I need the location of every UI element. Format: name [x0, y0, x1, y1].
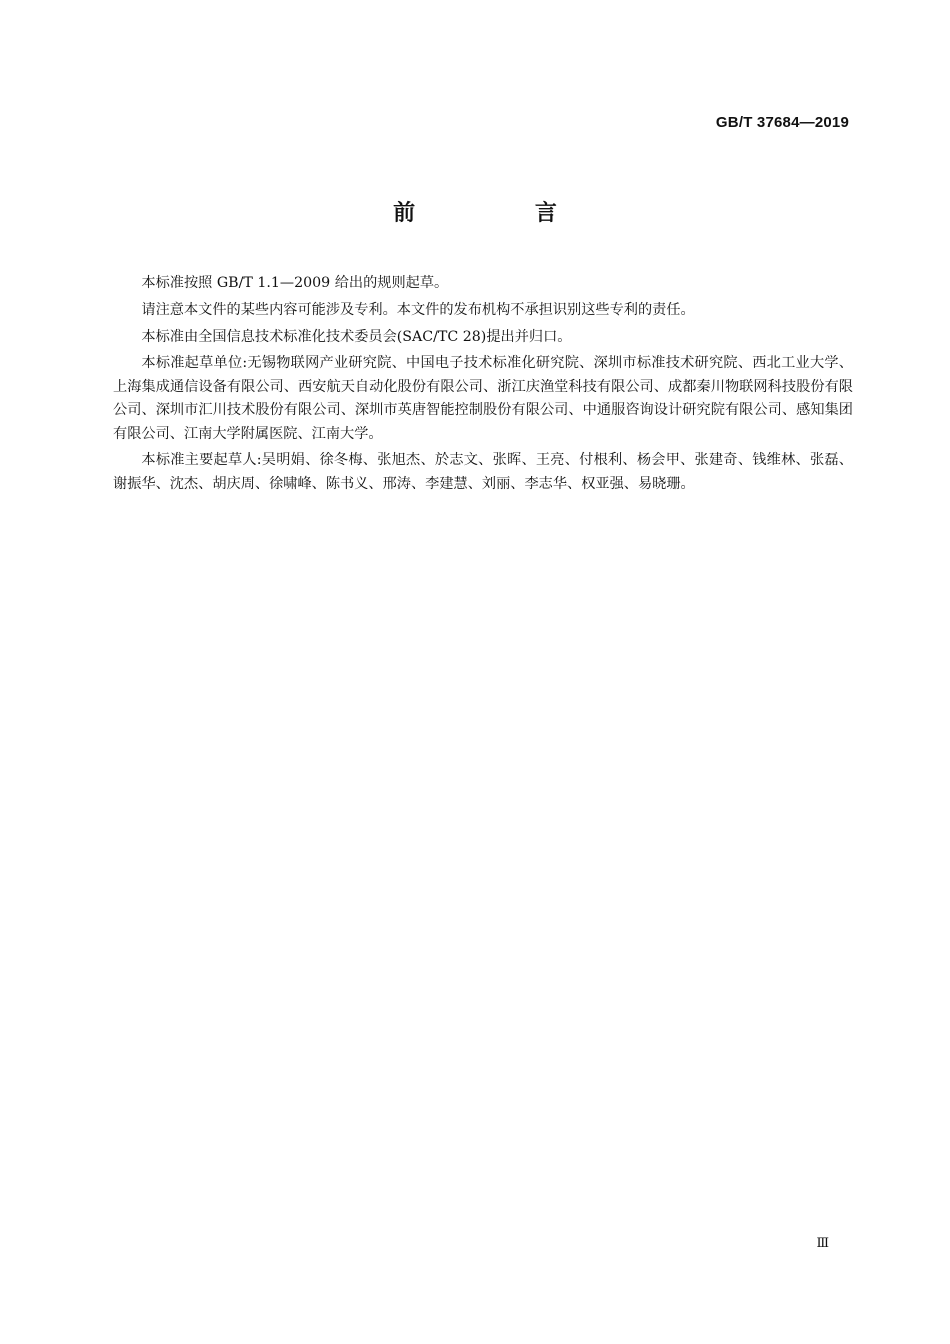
paragraph-drafters: 本标准主要起草人:吴明娟、徐冬梅、张旭杰、於志文、张晖、王亮、付根利、杨会甲、张建奇、钱维林、张磊、谢振华、沈杰、胡庆周、徐啸峰、陈书义、邢涛、李建慧、刘丽、李志华、权亚强、易晓珊。 — [113, 452, 853, 492]
standard-code: GB/T 37684—2019 — [715, 114, 849, 131]
paragraph-drafting-rules: 本标准按照 GB/T 1.1—2009 给出的规则起草。 — [141, 275, 449, 291]
paragraph-drafting-units: 本标准起草单位:无锡物联网产业研究院、中国电子技术标准化研究院、深圳市标准技术研究院、西北工业大学、上海集成通信设备有限公司、西安航天自动化股份有限公司、浙江庆渔堂科技有限公司、成都秦川物联网科技股份有限公司、深圳市汇川技术股份有限公司、深圳市英唐智能控制股份有限公司、中通服咨询设计研究院有限公司、感知集团有限公司、江南大学附属医院、江南大学。 — [113, 355, 853, 442]
foreword-body — [113, 272, 853, 500]
page-title: 前 言 — [393, 201, 613, 226]
paragraph-patent-notice: 请注意本文件的某些内容可能涉及专利。本文件的发布机构不承担识别这些专利的责任。 — [141, 301, 695, 318]
paragraph-proposer: 本标准由全国信息技术标准化技术委员会(SAC/TC 28)提出并归口。 — [141, 328, 572, 345]
page-number: Ⅲ — [816, 1236, 829, 1251]
